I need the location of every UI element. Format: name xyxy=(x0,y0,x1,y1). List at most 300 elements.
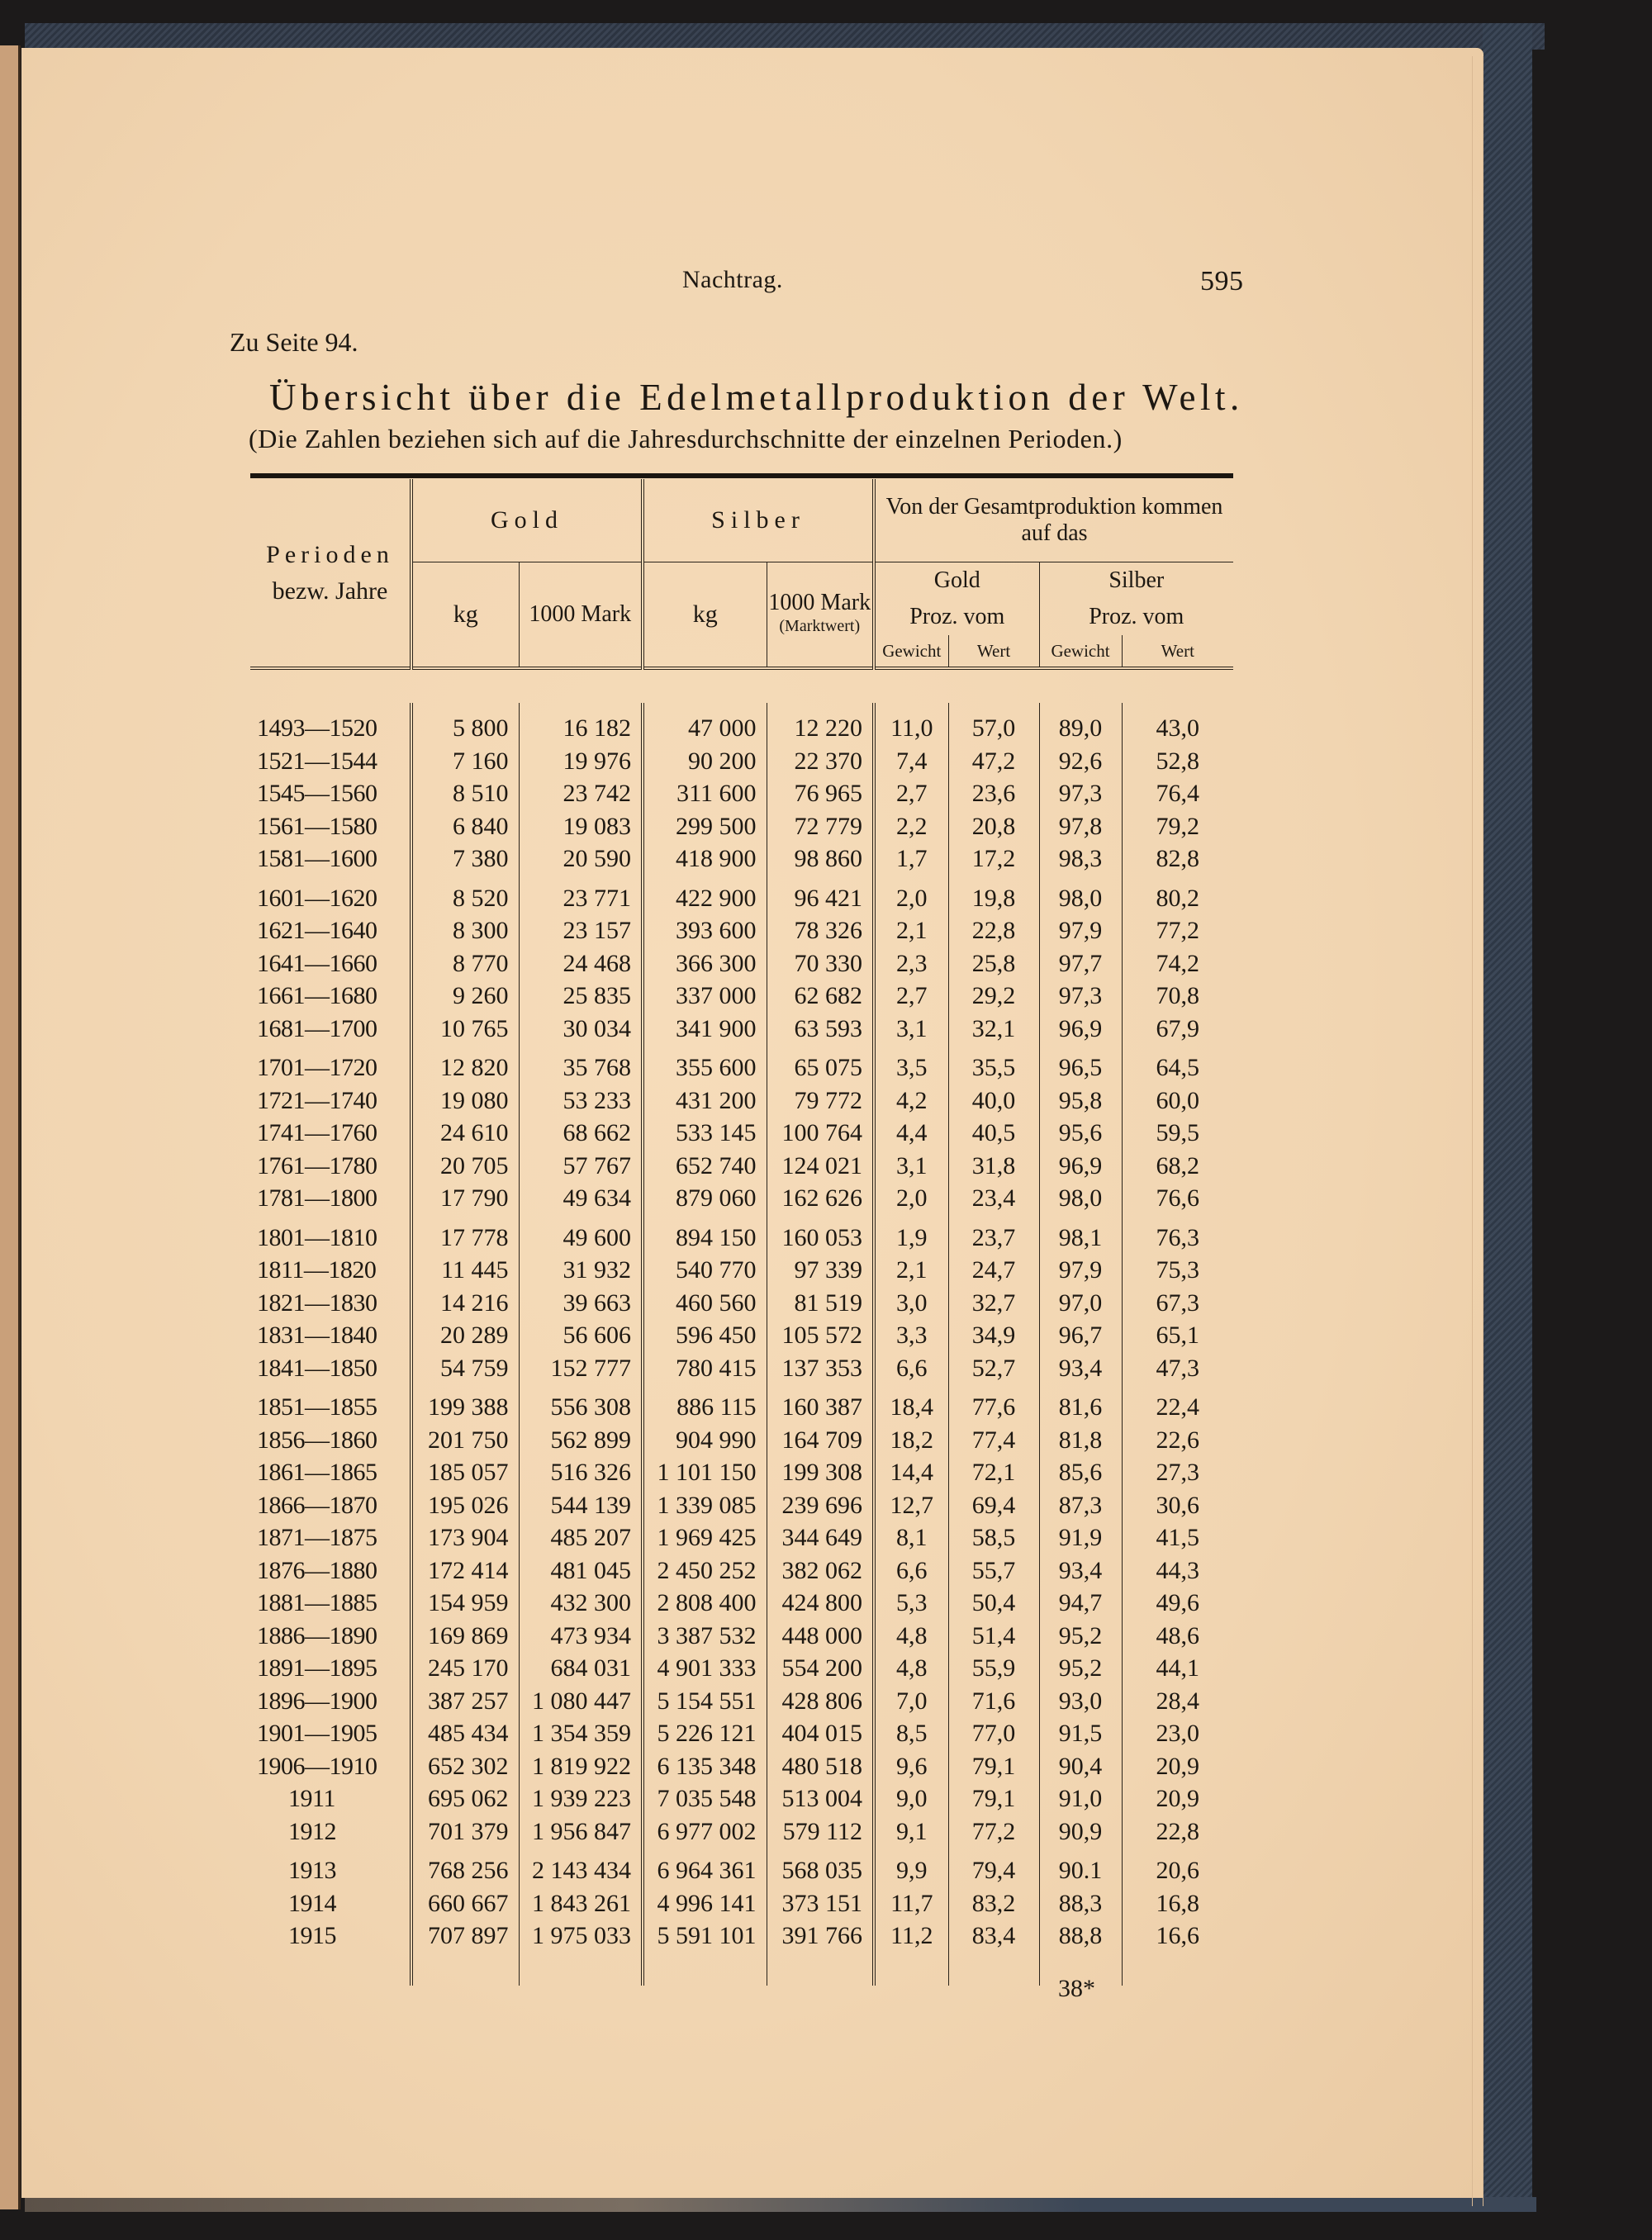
gold-pct-weight-cell: 2,0 xyxy=(874,1183,948,1216)
gold-kg-cell: 17 790 xyxy=(411,1183,519,1216)
gold-mark-cell: 1 939 223 xyxy=(519,1783,643,1816)
silver-pct-weight-cell: 97,7 xyxy=(1039,947,1122,980)
gold-pct-weight-cell: 14,4 xyxy=(874,1457,948,1490)
header-periods-label: Perioden xyxy=(266,540,394,568)
table-subtitle: (Die Zahlen beziehen sich auf die Jahresdurchschnitte der einzelnen Perioden.) xyxy=(249,424,1123,453)
silver-pct-value-cell: 16,6 xyxy=(1122,1920,1233,1953)
gold-pct-value-cell: 69,4 xyxy=(948,1489,1039,1522)
gold-mark-cell: 23 157 xyxy=(519,915,643,948)
silver-pct-value-cell: 82,8 xyxy=(1122,843,1233,876)
gold-pct-weight-cell: 11,0 xyxy=(874,703,948,746)
table-row xyxy=(250,1522,1233,1555)
table-row xyxy=(250,1815,1233,1848)
header-silver: Silber xyxy=(643,479,874,562)
book-page xyxy=(21,48,1483,2198)
period-cell: 1545—1560 xyxy=(257,780,377,808)
gold-mark-cell: 684 031 xyxy=(519,1653,643,1686)
silver-kg-cell: 431 200 xyxy=(643,1084,767,1118)
top-rule xyxy=(250,473,1233,478)
table-row xyxy=(250,1718,1233,1751)
gold-mark-cell: 432 300 xyxy=(519,1587,643,1621)
header-share-silver-label: Silber xyxy=(1108,567,1165,593)
silver-pct-weight-cell: 90.1 xyxy=(1039,1848,1122,1888)
table-body xyxy=(250,703,1233,1986)
header-share-silver-pct: Proz. vom xyxy=(1089,604,1184,629)
gold-mark-cell: 19 976 xyxy=(519,745,643,778)
table-row xyxy=(250,1215,1233,1255)
silver-mark-cell: 62 682 xyxy=(767,980,874,1013)
period-cell: 1876—1880 xyxy=(257,1556,377,1584)
silver-pct-weight-cell: 81,8 xyxy=(1039,1424,1122,1457)
silver-kg-cell: 533 145 xyxy=(643,1118,767,1151)
gold-pct-value-cell: 22,8 xyxy=(948,915,1039,948)
gold-mark-cell: 1 080 447 xyxy=(519,1685,643,1718)
gold-kg-cell: 11 445 xyxy=(411,1255,519,1288)
table-row xyxy=(250,1183,1233,1216)
gold-pct-value-cell: 79,4 xyxy=(948,1848,1039,1888)
period-cell: 1841—1850 xyxy=(257,1354,377,1382)
gold-pct-value-cell: 34,9 xyxy=(948,1320,1039,1353)
silver-mark-cell: 70 330 xyxy=(767,947,874,980)
gold-kg-cell: 154 959 xyxy=(411,1587,519,1621)
book-cover-right xyxy=(1483,23,1532,2204)
gold-mark-cell: 49 634 xyxy=(519,1183,643,1216)
gold-kg-cell: 652 302 xyxy=(411,1750,519,1783)
silver-kg-cell: 652 740 xyxy=(643,1150,767,1183)
silver-pct-value-cell: 76,6 xyxy=(1122,1183,1233,1216)
silver-pct-value-cell: 74,2 xyxy=(1122,947,1233,980)
silver-pct-weight-cell: 93,4 xyxy=(1039,1352,1122,1385)
gold-kg-cell: 6 840 xyxy=(411,810,519,843)
gold-kg-cell: 172 414 xyxy=(411,1554,519,1587)
table-row xyxy=(250,915,1233,948)
period-cell: 1661—1680 xyxy=(257,982,377,1010)
table-row xyxy=(250,1046,1233,1085)
gold-mark-cell: 2 143 434 xyxy=(519,1848,643,1888)
period-cell: 1896—1900 xyxy=(257,1687,377,1715)
period-cell: 1871—1875 xyxy=(257,1524,377,1552)
silver-mark-cell: 65 075 xyxy=(767,1046,874,1085)
gold-pct-weight-cell: 2,1 xyxy=(874,915,948,948)
gold-kg-cell: 8 520 xyxy=(411,876,519,915)
period-cell: 1761—1780 xyxy=(257,1151,377,1179)
period-cell: 1906—1910 xyxy=(257,1752,377,1780)
column-rule-extension xyxy=(250,1953,411,1986)
gold-pct-value-cell: 23,7 xyxy=(948,1215,1039,1255)
running-head-title: Nachtrag. xyxy=(682,266,783,293)
silver-kg-cell: 894 150 xyxy=(643,1215,767,1255)
silver-pct-weight-cell: 91,5 xyxy=(1039,1718,1122,1751)
silver-kg-cell: 6 977 002 xyxy=(643,1815,767,1848)
silver-kg-cell: 7 035 548 xyxy=(643,1783,767,1816)
header-silver-mark xyxy=(767,562,874,669)
period-cell: 1866—1870 xyxy=(257,1491,377,1519)
gold-pct-weight-cell: 9,9 xyxy=(874,1848,948,1888)
gold-pct-value-cell: 17,2 xyxy=(948,843,1039,876)
table-row xyxy=(250,1352,1233,1385)
header-gold-value: Wert xyxy=(948,635,1039,668)
gold-kg-cell: 660 667 xyxy=(411,1887,519,1920)
silver-pct-weight-cell: 91,9 xyxy=(1039,1522,1122,1555)
gold-mark-cell: 25 835 xyxy=(519,980,643,1013)
silver-pct-value-cell: 22,4 xyxy=(1122,1385,1233,1425)
silver-mark-cell: 404 015 xyxy=(767,1718,874,1751)
silver-pct-value-cell: 64,5 xyxy=(1122,1046,1233,1085)
silver-pct-value-cell: 47,3 xyxy=(1122,1352,1233,1385)
period-cell: 1781—1800 xyxy=(257,1184,377,1213)
gold-pct-weight-cell: 6,6 xyxy=(874,1352,948,1385)
gold-pct-value-cell: 77,2 xyxy=(948,1815,1039,1848)
gold-mark-cell: 57 767 xyxy=(519,1150,643,1183)
gold-mark-cell: 473 934 xyxy=(519,1620,643,1653)
silver-pct-value-cell: 77,2 xyxy=(1122,915,1233,948)
gold-pct-weight-cell: 2,1 xyxy=(874,1255,948,1288)
table-row xyxy=(250,1848,1233,1888)
gold-pct-value-cell: 55,7 xyxy=(948,1554,1039,1587)
gold-pct-value-cell: 79,1 xyxy=(948,1783,1039,1816)
silver-mark-cell: 162 626 xyxy=(767,1183,874,1216)
gold-mark-cell: 481 045 xyxy=(519,1554,643,1587)
period-cell: 1741—1760 xyxy=(257,1119,377,1147)
gold-pct-value-cell: 50,4 xyxy=(948,1587,1039,1621)
previous-page-edge xyxy=(0,45,21,2209)
silver-kg-cell: 418 900 xyxy=(643,843,767,876)
period-cell: 1912 xyxy=(288,1817,336,1845)
gold-pct-weight-cell: 3,0 xyxy=(874,1287,948,1320)
gold-pct-value-cell: 55,9 xyxy=(948,1653,1039,1686)
silver-pct-value-cell: 27,3 xyxy=(1122,1457,1233,1490)
silver-pct-weight-cell: 90,4 xyxy=(1039,1750,1122,1783)
gold-pct-value-cell: 35,5 xyxy=(948,1046,1039,1085)
silver-kg-cell: 355 600 xyxy=(643,1046,767,1085)
gold-pct-weight-cell: 8,5 xyxy=(874,1718,948,1751)
table-row xyxy=(250,1887,1233,1920)
silver-kg-cell: 2 450 252 xyxy=(643,1554,767,1587)
period-cell: 1601—1620 xyxy=(257,884,377,912)
gold-pct-weight-cell: 2,2 xyxy=(874,810,948,843)
gold-pct-weight-cell: 18,4 xyxy=(874,1385,948,1425)
header-periods xyxy=(250,479,411,668)
gold-mark-cell: 16 182 xyxy=(519,703,643,746)
book-cover-top xyxy=(25,23,1545,50)
gold-pct-value-cell: 77,4 xyxy=(948,1424,1039,1457)
gold-kg-cell: 245 170 xyxy=(411,1653,519,1686)
silver-pct-value-cell: 20,6 xyxy=(1122,1848,1233,1888)
gold-pct-weight-cell: 1,9 xyxy=(874,1215,948,1255)
period-cell: 1621—1640 xyxy=(257,917,377,945)
gold-kg-cell: 8 770 xyxy=(411,947,519,980)
table-row xyxy=(250,1750,1233,1783)
silver-pct-weight-cell: 90,9 xyxy=(1039,1815,1122,1848)
gold-kg-cell: 185 057 xyxy=(411,1457,519,1490)
header-silver-weight: Gewicht xyxy=(1039,635,1122,668)
gold-pct-weight-cell: 2,7 xyxy=(874,778,948,811)
silver-mark-cell: 568 035 xyxy=(767,1848,874,1888)
silver-mark-cell: 81 519 xyxy=(767,1287,874,1320)
period-cell: 1641—1660 xyxy=(257,949,377,977)
gold-kg-cell: 20 705 xyxy=(411,1150,519,1183)
silver-kg-cell: 4 996 141 xyxy=(643,1887,767,1920)
period-cell: 1811—1820 xyxy=(257,1256,377,1284)
header-gold-mark: 1000 Mark xyxy=(519,562,643,669)
silver-mark-cell: 137 353 xyxy=(767,1352,874,1385)
silver-pct-weight-cell: 96,5 xyxy=(1039,1046,1122,1085)
gold-pct-weight-cell: 8,1 xyxy=(874,1522,948,1555)
period-cell: 1701—1720 xyxy=(257,1054,377,1082)
gold-pct-value-cell: 31,8 xyxy=(948,1150,1039,1183)
period-cell: 1851—1855 xyxy=(257,1393,377,1421)
silver-pct-value-cell: 70,8 xyxy=(1122,980,1233,1013)
gold-mark-cell: 39 663 xyxy=(519,1287,643,1320)
gold-pct-weight-cell: 9,1 xyxy=(874,1815,948,1848)
silver-kg-cell: 299 500 xyxy=(643,810,767,843)
header-gold: Gold xyxy=(411,479,643,562)
gold-kg-cell: 387 257 xyxy=(411,1685,519,1718)
silver-kg-cell: 47 000 xyxy=(643,703,767,746)
silver-mark-cell: 448 000 xyxy=(767,1620,874,1653)
column-rule-extension xyxy=(1122,1953,1233,1986)
silver-pct-value-cell: 44,1 xyxy=(1122,1653,1233,1686)
gold-mark-cell: 556 308 xyxy=(519,1385,643,1425)
table-row xyxy=(250,843,1233,876)
gold-kg-cell: 54 759 xyxy=(411,1352,519,1385)
table-row xyxy=(250,1287,1233,1320)
page-edge xyxy=(1472,56,1483,2206)
table-row xyxy=(250,745,1233,778)
table-row xyxy=(250,1620,1233,1653)
gold-pct-weight-cell: 5,3 xyxy=(874,1587,948,1621)
table-title: Übersicht über die Edelmetallproduktion der Welt. xyxy=(269,377,1244,418)
gold-kg-cell: 17 778 xyxy=(411,1215,519,1255)
silver-pct-value-cell: 68,2 xyxy=(1122,1150,1233,1183)
gold-pct-weight-cell: 9,6 xyxy=(874,1750,948,1783)
silver-kg-cell: 460 560 xyxy=(643,1287,767,1320)
silver-pct-value-cell: 75,3 xyxy=(1122,1255,1233,1288)
table-row xyxy=(250,1457,1233,1490)
table-row xyxy=(250,1554,1233,1587)
gold-kg-cell: 8 300 xyxy=(411,915,519,948)
gold-kg-cell: 195 026 xyxy=(411,1489,519,1522)
table-row xyxy=(250,1013,1233,1046)
table-row xyxy=(250,876,1233,915)
gold-mark-cell: 19 083 xyxy=(519,810,643,843)
gold-kg-cell: 5 800 xyxy=(411,703,519,746)
gold-mark-cell: 1 843 261 xyxy=(519,1887,643,1920)
silver-pct-value-cell: 41,5 xyxy=(1122,1522,1233,1555)
gold-kg-cell: 10 765 xyxy=(411,1013,519,1046)
gold-pct-weight-cell: 4,8 xyxy=(874,1620,948,1653)
silver-mark-cell: 124 021 xyxy=(767,1150,874,1183)
gold-pct-weight-cell: 11,2 xyxy=(874,1920,948,1953)
silver-mark-cell: 63 593 xyxy=(767,1013,874,1046)
gold-kg-cell: 19 080 xyxy=(411,1084,519,1118)
gold-pct-value-cell: 32,7 xyxy=(948,1287,1039,1320)
silver-pct-weight-cell: 95,2 xyxy=(1039,1653,1122,1686)
silver-pct-weight-cell: 85,6 xyxy=(1039,1457,1122,1490)
period-cell: 1581—1600 xyxy=(257,845,377,873)
gold-pct-value-cell: 29,2 xyxy=(948,980,1039,1013)
gold-kg-cell: 12 820 xyxy=(411,1046,519,1085)
silver-mark-cell: 579 112 xyxy=(767,1815,874,1848)
silver-kg-cell: 311 600 xyxy=(643,778,767,811)
gold-pct-value-cell: 77,0 xyxy=(948,1718,1039,1751)
table-row xyxy=(250,1587,1233,1621)
silver-mark-cell: 96 421 xyxy=(767,876,874,915)
gold-pct-value-cell: 20,8 xyxy=(948,810,1039,843)
production-table xyxy=(250,479,1233,1986)
silver-pct-weight-cell: 98,1 xyxy=(1039,1215,1122,1255)
gold-pct-value-cell: 23,4 xyxy=(948,1183,1039,1216)
silver-pct-weight-cell: 95,2 xyxy=(1039,1620,1122,1653)
gold-pct-weight-cell: 9,0 xyxy=(874,1783,948,1816)
silver-pct-weight-cell: 93,4 xyxy=(1039,1554,1122,1587)
silver-pct-value-cell: 48,6 xyxy=(1122,1620,1233,1653)
period-cell: 1821—1830 xyxy=(257,1288,377,1317)
gold-pct-value-cell: 72,1 xyxy=(948,1457,1039,1490)
period-cell: 1856—1860 xyxy=(257,1426,377,1454)
period-cell: 1901—1905 xyxy=(257,1720,377,1748)
silver-pct-weight-cell: 94,7 xyxy=(1039,1587,1122,1621)
table-row xyxy=(250,980,1233,1013)
gold-kg-cell: 768 256 xyxy=(411,1848,519,1888)
silver-kg-cell: 3 387 532 xyxy=(643,1620,767,1653)
table-row xyxy=(250,1653,1233,1686)
gold-pct-value-cell: 51,4 xyxy=(948,1620,1039,1653)
gold-pct-value-cell: 32,1 xyxy=(948,1013,1039,1046)
silver-pct-value-cell: 79,2 xyxy=(1122,810,1233,843)
table-row xyxy=(250,1118,1233,1151)
page-reference: Zu Seite 94. xyxy=(230,327,358,357)
gold-pct-weight-cell: 3,3 xyxy=(874,1320,948,1353)
silver-mark-cell: 428 806 xyxy=(767,1685,874,1718)
header-silver-kg: kg xyxy=(643,562,767,669)
gold-pct-weight-cell: 3,1 xyxy=(874,1150,948,1183)
gold-mark-cell: 562 899 xyxy=(519,1424,643,1457)
silver-kg-cell: 6 964 361 xyxy=(643,1848,767,1888)
period-cell: 1881—1885 xyxy=(257,1589,377,1617)
gold-kg-cell: 707 897 xyxy=(411,1920,519,1953)
silver-kg-cell: 341 900 xyxy=(643,1013,767,1046)
header-silver-value: Wert xyxy=(1122,635,1233,668)
gold-pct-value-cell: 83,2 xyxy=(948,1887,1039,1920)
column-rule-extension xyxy=(411,1953,519,1986)
silver-pct-weight-cell: 88,3 xyxy=(1039,1887,1122,1920)
silver-kg-cell: 6 135 348 xyxy=(643,1750,767,1783)
silver-pct-value-cell: 76,4 xyxy=(1122,778,1233,811)
silver-pct-weight-cell: 92,6 xyxy=(1039,745,1122,778)
silver-kg-cell: 2 808 400 xyxy=(643,1587,767,1621)
silver-kg-cell: 5 226 121 xyxy=(643,1718,767,1751)
silver-pct-weight-cell: 97,0 xyxy=(1039,1287,1122,1320)
gold-kg-cell: 701 379 xyxy=(411,1815,519,1848)
silver-pct-weight-cell: 81,6 xyxy=(1039,1385,1122,1425)
silver-pct-value-cell: 59,5 xyxy=(1122,1118,1233,1151)
period-cell: 1913 xyxy=(288,1857,336,1885)
gold-pct-weight-cell: 11,7 xyxy=(874,1887,948,1920)
silver-mark-cell: 72 779 xyxy=(767,810,874,843)
silver-pct-weight-cell: 97,9 xyxy=(1039,1255,1122,1288)
silver-pct-weight-cell: 88,8 xyxy=(1039,1920,1122,1953)
header-share-gold-label: Gold xyxy=(933,567,980,593)
silver-mark-cell: 480 518 xyxy=(767,1750,874,1783)
silver-mark-cell: 239 696 xyxy=(767,1489,874,1522)
gold-pct-weight-cell: 1,7 xyxy=(874,843,948,876)
gold-pct-value-cell: 52,7 xyxy=(948,1352,1039,1385)
period-cell: 1721—1740 xyxy=(257,1086,377,1114)
gold-mark-cell: 20 590 xyxy=(519,843,643,876)
gold-mark-cell: 516 326 xyxy=(519,1457,643,1490)
gold-pct-value-cell: 19,8 xyxy=(948,876,1039,915)
period-cell: 1801—1810 xyxy=(257,1223,377,1251)
silver-mark-cell: 78 326 xyxy=(767,915,874,948)
gold-mark-cell: 152 777 xyxy=(519,1352,643,1385)
gold-mark-cell: 35 768 xyxy=(519,1046,643,1085)
gold-pct-weight-cell: 6,6 xyxy=(874,1554,948,1587)
gold-kg-cell: 14 216 xyxy=(411,1287,519,1320)
gold-pct-value-cell: 25,8 xyxy=(948,947,1039,980)
gold-pct-weight-cell: 4,4 xyxy=(874,1118,948,1151)
silver-kg-cell: 5 154 551 xyxy=(643,1685,767,1718)
gold-pct-weight-cell: 2,7 xyxy=(874,980,948,1013)
period-cell: 1831—1840 xyxy=(257,1322,377,1350)
silver-mark-cell: 382 062 xyxy=(767,1554,874,1587)
silver-pct-value-cell: 22,8 xyxy=(1122,1815,1233,1848)
gold-pct-value-cell: 58,5 xyxy=(948,1522,1039,1555)
gold-pct-value-cell: 71,6 xyxy=(948,1685,1039,1718)
column-rule-extension xyxy=(874,1953,948,1986)
gold-pct-value-cell: 47,2 xyxy=(948,745,1039,778)
gold-pct-value-cell: 40,0 xyxy=(948,1084,1039,1118)
gold-mark-cell: 1 975 033 xyxy=(519,1920,643,1953)
silver-pct-value-cell: 49,6 xyxy=(1122,1587,1233,1621)
table-row xyxy=(250,703,1233,746)
silver-kg-cell: 90 200 xyxy=(643,745,767,778)
silver-kg-cell: 1 339 085 xyxy=(643,1489,767,1522)
header-share-group: Von der Gesamtproduktion kommen auf das xyxy=(874,479,1233,562)
silver-pct-value-cell: 30,6 xyxy=(1122,1489,1233,1522)
page-number: 595 xyxy=(1200,266,1244,297)
period-cell: 1891—1895 xyxy=(257,1654,377,1682)
table-row xyxy=(250,810,1233,843)
gold-pct-weight-cell: 4,8 xyxy=(874,1653,948,1686)
gold-mark-cell: 56 606 xyxy=(519,1320,643,1353)
silver-pct-value-cell: 65,1 xyxy=(1122,1320,1233,1353)
silver-kg-cell: 780 415 xyxy=(643,1352,767,1385)
silver-kg-cell: 422 900 xyxy=(643,876,767,915)
header-double-rule xyxy=(250,668,1233,703)
silver-mark-cell: 513 004 xyxy=(767,1783,874,1816)
gold-mark-cell: 23 742 xyxy=(519,778,643,811)
gold-pct-value-cell: 40,5 xyxy=(948,1118,1039,1151)
gold-kg-cell: 20 289 xyxy=(411,1320,519,1353)
gold-kg-cell: 485 434 xyxy=(411,1718,519,1751)
gold-mark-cell: 31 932 xyxy=(519,1255,643,1288)
silver-pct-weight-cell: 87,3 xyxy=(1039,1489,1122,1522)
header-periods-sublabel: bezw. Jahre xyxy=(272,577,388,605)
gold-pct-value-cell: 24,7 xyxy=(948,1255,1039,1288)
gold-mark-cell: 49 600 xyxy=(519,1215,643,1255)
table-row xyxy=(250,778,1233,811)
gold-kg-cell: 695 062 xyxy=(411,1783,519,1816)
gold-mark-cell: 23 771 xyxy=(519,876,643,915)
gold-kg-cell: 7 160 xyxy=(411,745,519,778)
gold-mark-cell: 1 819 922 xyxy=(519,1750,643,1783)
header-share-gold-pct: Proz. vom xyxy=(909,604,1005,629)
period-cell: 1911 xyxy=(288,1785,335,1813)
silver-mark-cell: 554 200 xyxy=(767,1653,874,1686)
silver-pct-weight-cell: 96,9 xyxy=(1039,1150,1122,1183)
gold-kg-cell: 7 380 xyxy=(411,843,519,876)
